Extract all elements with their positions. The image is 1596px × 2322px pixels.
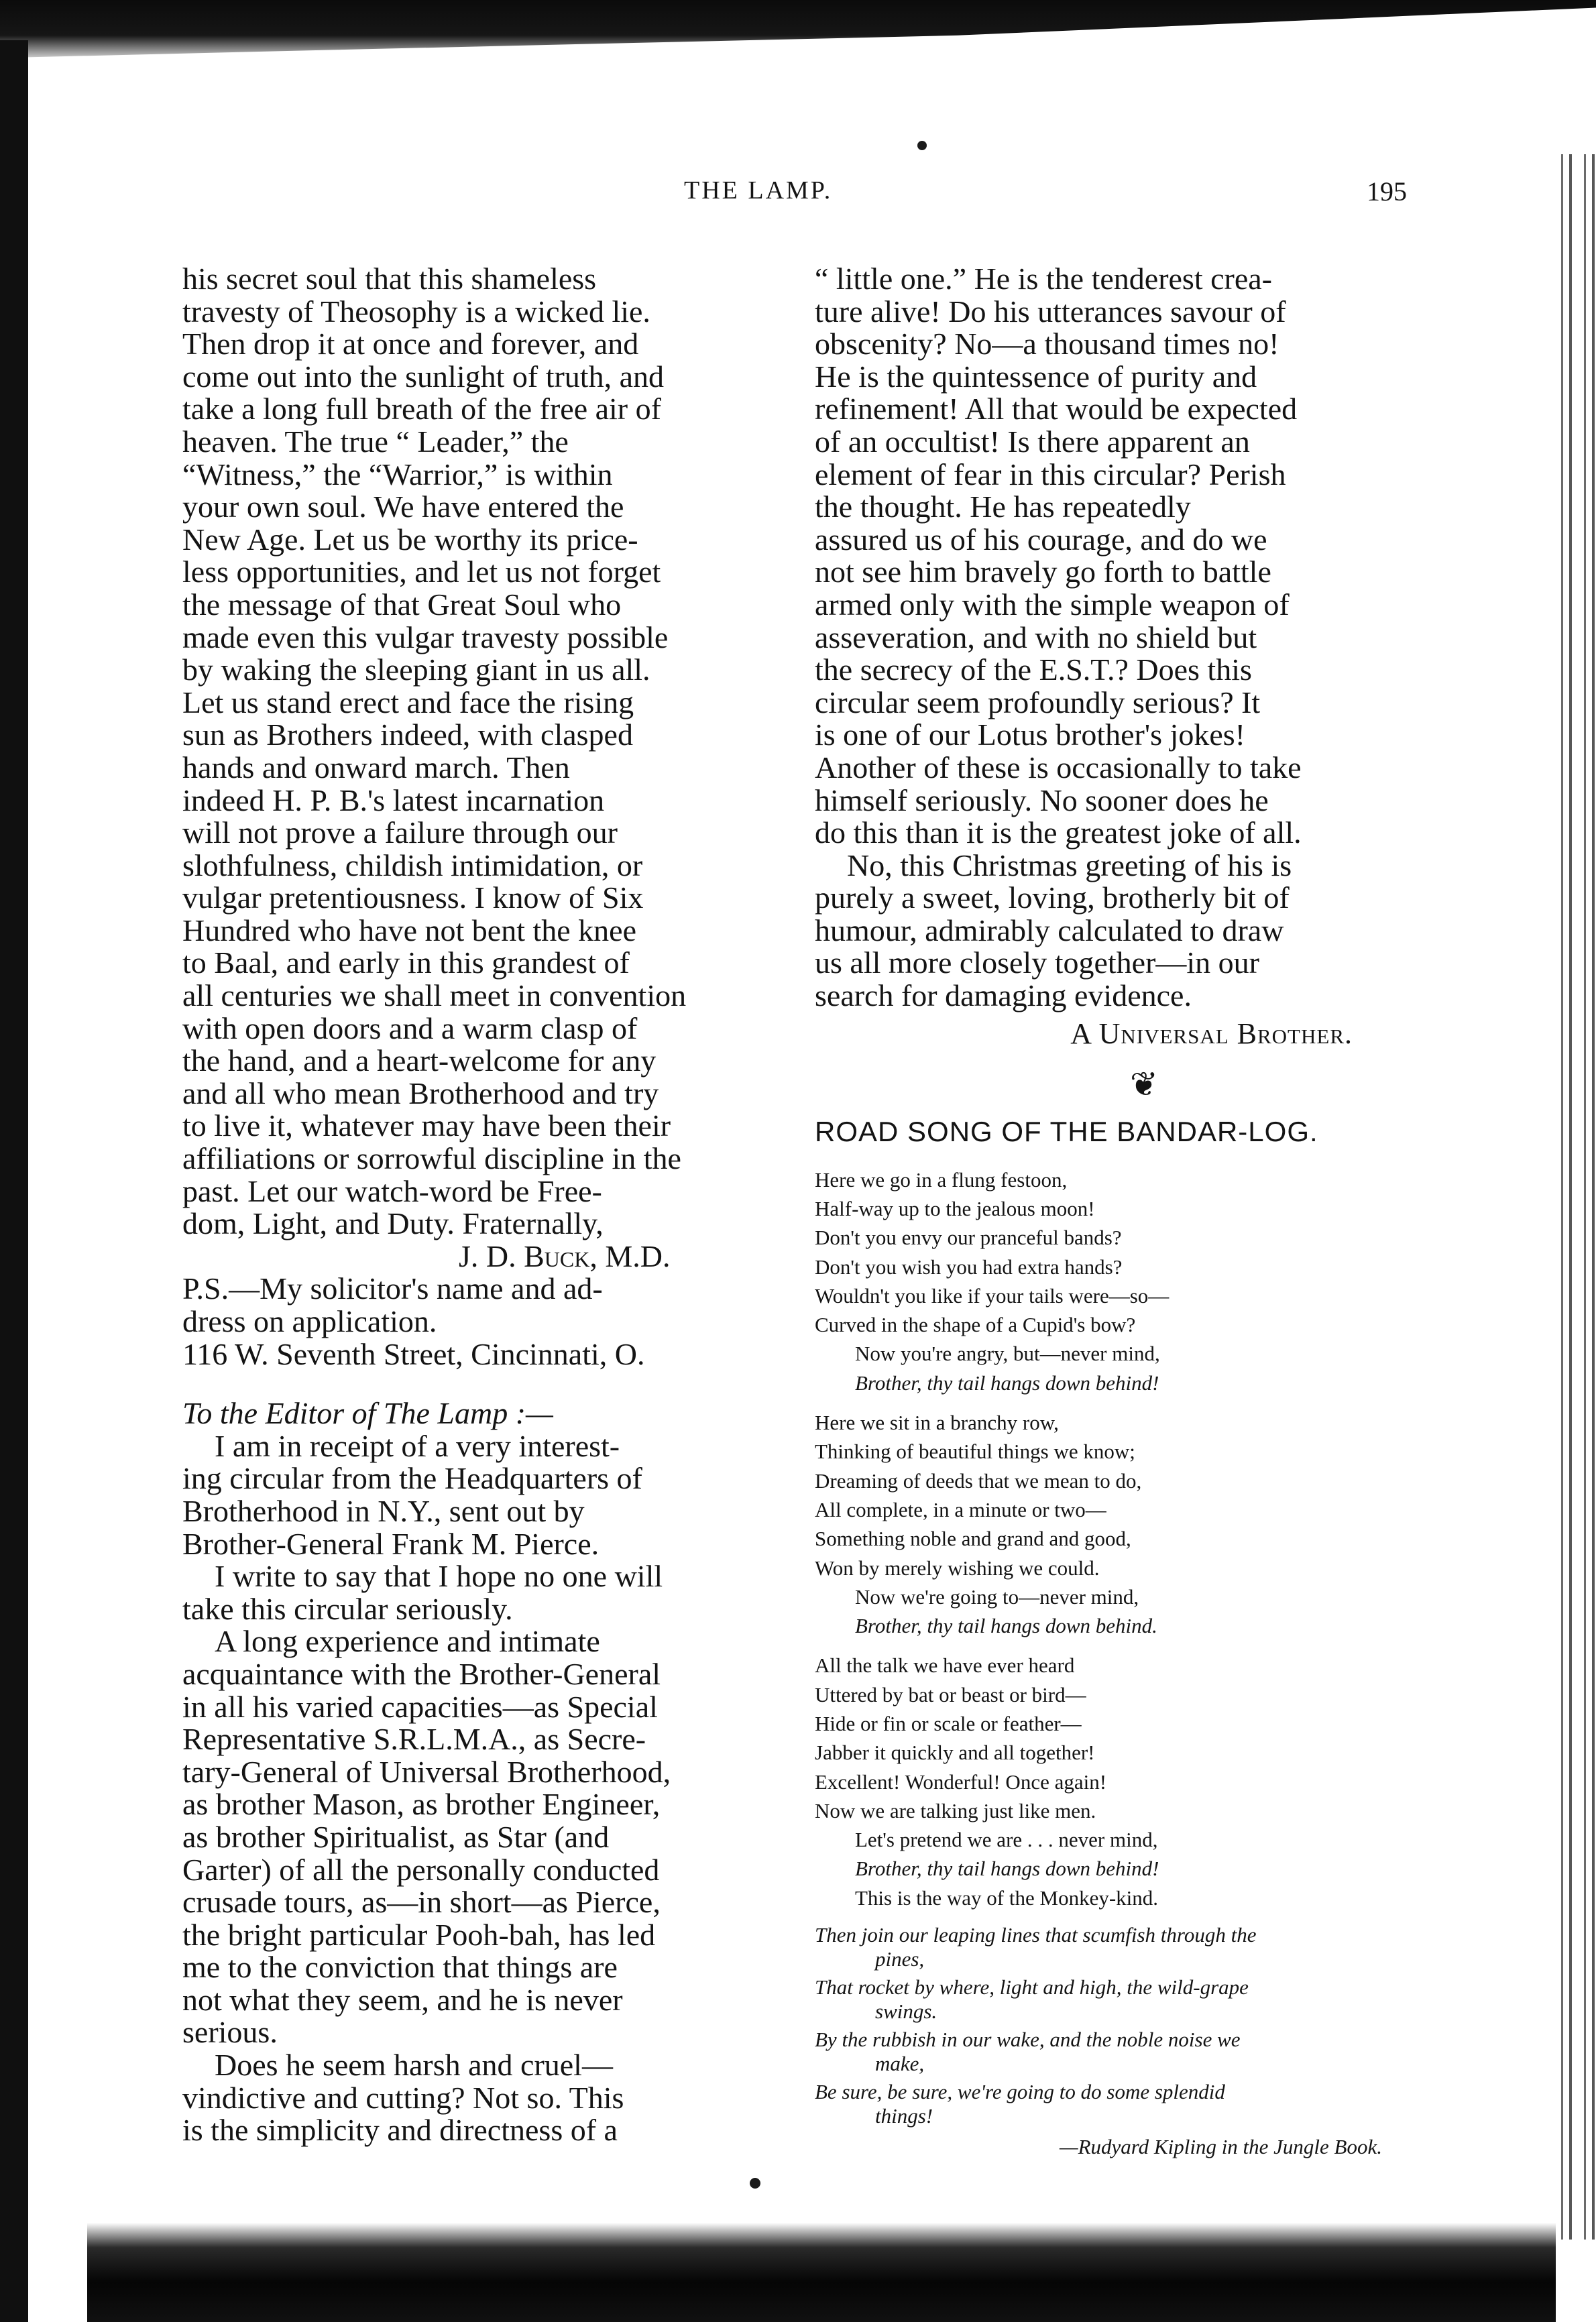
text-line: I am in receipt of a very interest- — [215, 1428, 620, 1463]
text-line: Representative S.R.L.M.A., as Secre- — [182, 1722, 646, 1757]
text-line: Another of these is occasionally to take — [815, 750, 1302, 785]
poem-line: Don't you envy our pranceful bands? — [815, 1226, 1122, 1250]
text-line: me to the conviction that things are — [182, 1950, 618, 1985]
poem — [815, 1165, 1393, 2162]
address-line: 116 W. Seventh Street, Cincinnati, O. — [182, 1336, 645, 1371]
text-line: dress on application. — [182, 1304, 437, 1338]
text-line: humour, admirably calculated to draw — [815, 913, 1284, 947]
poem-closing-text: Then join our leaping lines that scumfish through the — [815, 1923, 1257, 1947]
poem-closing-text: That rocket by where, light and high, the wild-grape — [815, 1975, 1249, 1999]
poem-refrain: Brother, thy tail hangs down behind! — [855, 1857, 1159, 1881]
text-line: sun as Brothers indeed, with clasped — [182, 717, 633, 752]
text-line: will not prove a failure through our — [182, 815, 618, 850]
text-line: the secrecy of the E.S.T.? Does this — [815, 652, 1252, 687]
text-line: vindictive and cutting? Not so. This — [182, 2080, 624, 2115]
left-article-text — [182, 263, 767, 1240]
text-line: less opportunities, and let us not forget — [182, 555, 661, 589]
poem-line: Excellent! Wonderful! Once again! — [815, 1769, 1107, 1794]
poem-title: ROAD SONG OF THE BANDAR-LOG. — [815, 1115, 1318, 1147]
text-line: take a long full breath of the free air of — [182, 392, 661, 426]
text-line: crusade tours, as—in short—as Pierce, — [182, 1885, 661, 1920]
text-line: as brother Mason, as brother Engineer, — [182, 1787, 661, 1822]
poem-closing-continuation: make, — [875, 2052, 925, 2076]
text-line: do this than it is the greatest joke of all. — [815, 815, 1302, 850]
text-line: himself seriously. No sooner does he — [815, 782, 1269, 817]
text-line: travesty of Theosophy is a wicked lie. — [182, 294, 650, 329]
text-line: tary-General of Universal Brotherhood, — [182, 1754, 671, 1789]
poem-closing-text: By the rubbish in our wake, and the noble noise we — [815, 2028, 1241, 2052]
letter-salutation: To the Editor of The Lamp :— — [182, 1396, 553, 1431]
poem-line: Hide or fin or scale or feather— — [815, 1712, 1082, 1735]
text-line: dom, Light, and Duty. Fraternally, — [182, 1206, 604, 1241]
text-line: the hand, and a heart-welcome for any — [182, 1043, 657, 1078]
poem-line: Don't you wish you had extra hands? — [815, 1255, 1123, 1279]
poem-line: Curved in the shape of a Cupid's bow? — [815, 1313, 1136, 1337]
text-line: take this circular seriously. — [182, 1591, 513, 1626]
text-line: us all more closely together—in our — [815, 945, 1260, 980]
right-column — [815, 263, 1393, 2161]
text-line: ing circular from the Headquarters of — [182, 1461, 642, 1496]
text-line: purely a sweet, loving, brotherly bit of — [815, 880, 1290, 915]
text-line: is the simplicity and directness of a — [182, 2113, 618, 2148]
poem-stanza-2 — [815, 1408, 1393, 1640]
text-line: Garter) of all the personally conducted — [182, 1852, 660, 1887]
text-line: armed only with the simple weapon of — [815, 587, 1290, 622]
fleuron-ornament: ❦ — [1130, 1065, 1158, 1103]
running-head: THE LAMP. — [684, 176, 833, 205]
text-line: hands and onward march. Then — [182, 750, 570, 785]
text-line: with open doors and a warm clasp of — [182, 1010, 638, 1045]
text-line: by waking the sleeping giant in us all. — [182, 652, 650, 687]
text-line: He is the quintessence of purity and — [815, 359, 1257, 394]
text-line: the message of that Great Soul who — [182, 587, 622, 622]
poem-closing-continuation: swings. — [875, 1999, 937, 2024]
poem-line: Half-way up to the jealous moon! — [815, 1196, 1095, 1220]
text-line: Hundred who have not bent the knee — [182, 913, 637, 947]
text-line: New Age. Let us be worthy its price- — [182, 522, 638, 557]
text-line: refinement! All that would be expected — [815, 392, 1298, 426]
text-line: ture alive! Do his utterances savour of — [815, 294, 1286, 329]
scan-speck — [750, 2178, 760, 2189]
text-line: circular seem profoundly serious? It — [815, 685, 1261, 719]
poem-refrain: Now you're angry, but—never mind, — [855, 1342, 1160, 1366]
letter-continuation — [815, 263, 1393, 1012]
signature-universal-brother: A Universal Brother. — [1070, 1017, 1353, 1050]
text-line: Then drop it at once and forever, and — [182, 327, 639, 361]
text-line: heaven. The true “ Leader,” the — [182, 424, 569, 459]
text-line: to live it, whatever may have been their — [182, 1108, 671, 1143]
text-line: search for damaging evidence. — [815, 978, 1192, 1013]
text-line: to Baal, and early in this grandest of — [182, 945, 630, 980]
poem-line: Dreaming of deeds that we mean to do, — [815, 1468, 1142, 1493]
poem-line: Here we go in a flung festoon, — [815, 1167, 1068, 1192]
text-line: “Witness,” the “Warrior,” is within — [182, 457, 613, 491]
scan-border-top — [0, 0, 1596, 64]
text-line: vulgar pretentiousness. I know of Six — [182, 880, 644, 915]
poem-line: Jabber it quickly and all together! — [815, 1741, 1095, 1765]
poem-closing-line — [815, 2080, 1393, 2128]
text-line: P.S.—My solicitor's name and ad- — [182, 1271, 603, 1306]
text-line: Brother-General Frank M. Pierce. — [182, 1526, 600, 1561]
poem-line: Won by merely wishing we could. — [815, 1556, 1100, 1580]
poem-refrain: Let's pretend we are . . . never mind, — [855, 1828, 1158, 1852]
postscript — [182, 1273, 767, 1338]
poem-line: Uttered by bat or beast or bird— — [815, 1682, 1086, 1706]
text-line: and all who mean Brotherhood and try — [182, 1076, 659, 1110]
poem-line: Wouldn't you like if your tails were—so— — [815, 1283, 1170, 1308]
signature-buck: J. D. Buck, M.D. — [459, 1238, 671, 1273]
poem-line: All the talk we have ever heard — [815, 1653, 1075, 1678]
text-line: not see him bravely go forth to battle — [815, 555, 1271, 589]
text-line: as brother Spiritualist, as Star (and — [182, 1819, 610, 1854]
poem-refrain: Brother, thy tail hangs down behind! — [855, 1371, 1159, 1395]
text-line: element of fear in this circular? Perish — [815, 457, 1286, 491]
text-line: past. Let our watch-word be Free- — [182, 1173, 602, 1208]
scan-speck — [917, 141, 927, 150]
text-line: Let us stand erect and face the rising — [182, 685, 634, 719]
poem-refrain: This is the way of the Monkey-kind. — [855, 1885, 1159, 1910]
text-line: the thought. He has repeatedly — [815, 489, 1191, 524]
text-line: in all his varied capacities—as Special — [182, 1689, 658, 1724]
poem-closing-text: Be sure, be sure, we're going to do some splendid — [815, 2080, 1225, 2104]
scan-border-bottom — [87, 2223, 1556, 2322]
poem-closing-line — [815, 2028, 1393, 2076]
text-line: is one of our Lotus brother's jokes! — [815, 717, 1245, 752]
poem-refrain: Brother, thy tail hangs down behind. — [855, 1614, 1157, 1638]
poem-line: Thinking of beautiful things we know; — [815, 1440, 1135, 1464]
spacer — [182, 1371, 767, 1397]
poem-closing-line — [815, 1923, 1393, 1971]
text-line: Brotherhood in N.Y., sent out by — [182, 1493, 585, 1528]
text-line: his secret soul that this shameless — [182, 262, 597, 296]
text-line: not what they seem, and he is never — [182, 1982, 623, 2017]
text-line: Does he seem harsh and cruel— — [215, 2048, 613, 2083]
poem-closing — [815, 1923, 1393, 2128]
text-line: affiliations or sorrowful discipline in the — [182, 1141, 681, 1176]
text-line: made even this vulgar travesty possible — [182, 620, 669, 654]
poem-line: Something noble and grand and good, — [815, 1527, 1131, 1551]
text-line: of an occultist! Is there apparent an — [815, 424, 1250, 459]
text-line: slothfulness, childish intimidation, or — [182, 848, 643, 882]
poem-stanza-1 — [815, 1165, 1393, 1397]
poem-line: All complete, in a minute or two— — [815, 1497, 1106, 1521]
text-line: I write to say that I hope no one will — [215, 1559, 663, 1594]
text-line: “ little one.” He is the tenderest crea- — [815, 262, 1273, 296]
poem-stanza-3 — [815, 1651, 1393, 1912]
text-line: serious. — [182, 2015, 278, 2050]
poem-closing-continuation: things! — [875, 2104, 933, 2128]
poem-closing-continuation: pines, — [875, 1947, 925, 1971]
poem-attribution: —Rudyard Kipling in the Jungle Book. — [1060, 2135, 1382, 2159]
text-line: acquaintance with the Brother-General — [182, 1656, 661, 1691]
poem-closing-line — [815, 1975, 1393, 2024]
text-line: all centuries we shall meet in convention — [182, 978, 687, 1013]
poem-line: Now we are talking just like men. — [815, 1798, 1096, 1822]
text-line: assured us of his courage, and do we — [815, 522, 1267, 557]
letter-text — [182, 1430, 767, 2147]
scan-border-right — [1556, 154, 1596, 2240]
poem-line: Here we sit in a branchy row, — [815, 1411, 1059, 1435]
text-line: the bright particular Pooh-bah, has led — [182, 1917, 656, 1952]
text-line: A long experience and intimate — [215, 1624, 600, 1659]
left-column — [182, 263, 767, 2147]
poem-refrain: Now we're going to—never mind, — [855, 1584, 1139, 1609]
scan-border-left — [0, 40, 28, 2322]
text-line: come out into the sunlight of truth, and — [182, 359, 665, 394]
text-line: No, this Christmas greeting of his is — [847, 848, 1292, 882]
text-line: obscenity? No—a thousand times no! — [815, 327, 1279, 361]
text-line: your own soul. We have entered the — [182, 489, 624, 524]
text-line: indeed H. P. B.'s latest incarnation — [182, 782, 605, 817]
page-number: 195 — [1367, 176, 1407, 207]
text-line: asseveration, and with no shield but — [815, 620, 1257, 654]
